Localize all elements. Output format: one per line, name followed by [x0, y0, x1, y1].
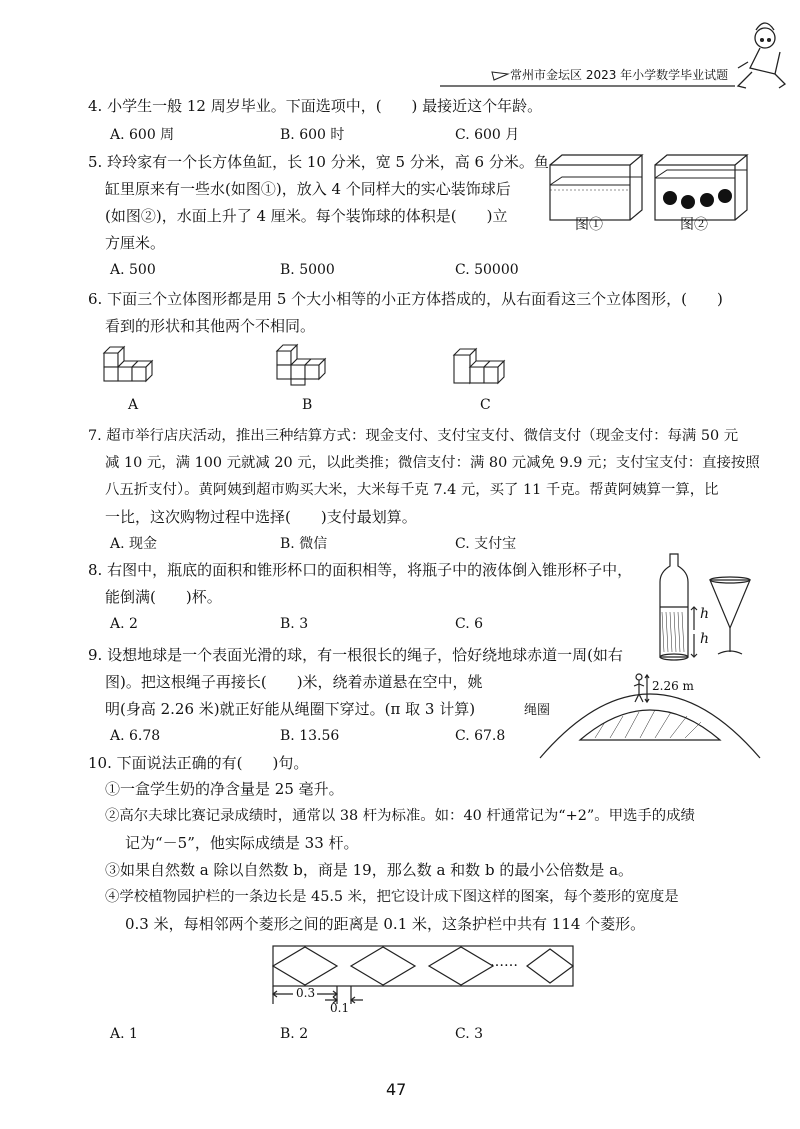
q10-option-c: C. 3 [455, 1026, 484, 1042]
q5-line-1: 5. 玲玲家有一个长方体鱼缸，长 10 分米，宽 5 分米，高 6 分米。鱼 [88, 153, 549, 171]
cube-figure-b [275, 343, 345, 393]
q5-line-4: 方厘米。 [105, 234, 166, 252]
q5-option-b: B. 5000 [280, 262, 335, 278]
q10-statement-4-line-2: 0.3 米，每相邻两个菱形之间的距离是 0.1 米，这条护栏中共有 114 个菱形。 [125, 915, 646, 933]
earth-rope-figure [535, 660, 775, 760]
q10-statement-2-line-2: 记为“－5”，他实际成绩是 33 杆。 [125, 834, 359, 852]
q4-option-b: B. 600 时 [280, 127, 345, 143]
q8-line-2: 能倒满( )杯。 [105, 588, 222, 606]
header-title: 常州市金坛区 2023 年小学数学毕业试题 [510, 68, 729, 82]
q10-option-b: B. 2 [280, 1026, 309, 1042]
fence-dimension-0-3: 0.3 [296, 986, 316, 1000]
q5-option-c: C. 50000 [455, 262, 519, 278]
q10-statement-4-line-1: ④学校植物园护栏的一条边长是 45.5 米，把它设计成下图这样的图案，每个菱形的宽度是 [105, 889, 679, 905]
cube-figure-a [102, 343, 172, 393]
q9-option-a: A. 6.78 [110, 728, 161, 744]
q9-line-2: 图)。把这根绳子再接长( )米，绕着赤道悬在空中，姚 [105, 673, 483, 691]
cartoon-boy-icon [738, 23, 785, 88]
ball-icon [700, 193, 714, 207]
q9-line-1: 9. 设想地球是一个表面光滑的球，有一根很长的绳子，恰好绕地球赤道一周(如右 [88, 646, 623, 664]
ball-icon [663, 191, 677, 205]
ball-icon [718, 189, 732, 203]
q7-option-c: C. 支付宝 [455, 536, 517, 552]
q8-line-1: 8. 右图中，瓶底的面积和锥形杯口的面积相等，将瓶子中的液体倒入锥形杯子中， [88, 561, 633, 579]
q8-option-c: C. 6 [455, 616, 484, 632]
q10-title: 10. 下面说法正确的有( )句。 [88, 754, 309, 772]
q10-statement-2-line-1: ②高尔夫球比赛记录成绩时，通常以 38 杆为标准。如：40 杆通常记为“+2”。甲选手的成绩 [105, 808, 695, 824]
q9-line-3: 明(身高 2.26 米)就正好能从绳圈下穿过。(π 取 3 计算) [105, 700, 476, 718]
ball-icon [681, 195, 695, 209]
fence-dimension-0-1: 0.1 [330, 1001, 350, 1015]
q8-height-label-1: h [700, 606, 710, 622]
q8-height-label-2: h [700, 631, 710, 647]
q6-label-b: B [302, 397, 313, 413]
fence-dots: …… [490, 954, 518, 970]
q9-option-b: B. 13.56 [280, 728, 340, 744]
q10-statement-3: ③如果自然数 a 除以自然数 b，商是 19，那么数 a 和数 b 的最小公倍数是 a。 [105, 861, 634, 879]
q4-option-c: C. 600 月 [455, 127, 520, 143]
q7-line-1: 7. 超市举行店庆活动，推出三种结算方式：现金支付、支付宝支付、微信支付（现金支付：每满 50 元 [88, 428, 739, 444]
q5-figure-2-caption: 图② [680, 217, 708, 233]
q10-statement-1: ①一盒学生奶的净含量是 25 毫升。 [105, 780, 344, 798]
q7-option-b: B. 微信 [280, 536, 328, 552]
header-decoration-icon [0, 0, 800, 100]
q4-stem: 4. 小学生一般 12 周岁毕业。下面选项中，( ) 最接近这个年龄。 [88, 97, 543, 115]
q7-line-4: 一比，这次购物过程中选择( )支付最划算。 [105, 508, 417, 526]
q5-figure-1-caption: 图① [575, 217, 603, 233]
q4-option-a: A. 600 周 [110, 127, 175, 143]
q5-line-2: 缸里原来有一些水(如图①)，放入 4 个同样大的实心装饰球后 [105, 180, 511, 198]
q6-label-a: A [128, 397, 139, 413]
q7-option-a: A. 现金 [110, 536, 158, 552]
q6-line-2: 看到的形状和其他两个不相同。 [105, 317, 316, 335]
q10-option-a: A. 1 [110, 1026, 138, 1042]
q7-line-2: 减 10 元，满 100 元就减 20 元，以此类推；微信支付：满 80 元减免 9.9 元；支付宝支付：直接按照 [105, 455, 760, 471]
q9-height-label: 2.26 m [652, 679, 694, 693]
q6-label-c: C [480, 397, 491, 413]
q8-option-a: A. 2 [110, 616, 138, 632]
q9-rope-label: 绳圈 [524, 703, 551, 718]
q8-option-b: B. 3 [280, 616, 309, 632]
q9-option-c: C. 67.8 [455, 728, 506, 744]
bottle-and-cone-cup-figure [650, 552, 770, 662]
q5-line-3: (如图②)，水面上升了 4 厘米。每个装饰球的体积是( )立 [105, 207, 508, 225]
q5-option-a: A. 500 [110, 262, 156, 278]
fence-diamond-figure [265, 942, 585, 1015]
q6-line-1: 6. 下面三个立体图形都是用 5 个大小相等的小正方体搭成的，从右面看这三个立体图形，( ) [88, 290, 723, 308]
cube-figure-c [452, 343, 522, 393]
q7-line-3: 八五折支付）。黄阿姨到超市购买大米，大米每千克 7.4 元，买了 11 千克。帮黄阿姨算一算，比 [105, 482, 719, 498]
page-number: 47 [386, 1080, 407, 1099]
